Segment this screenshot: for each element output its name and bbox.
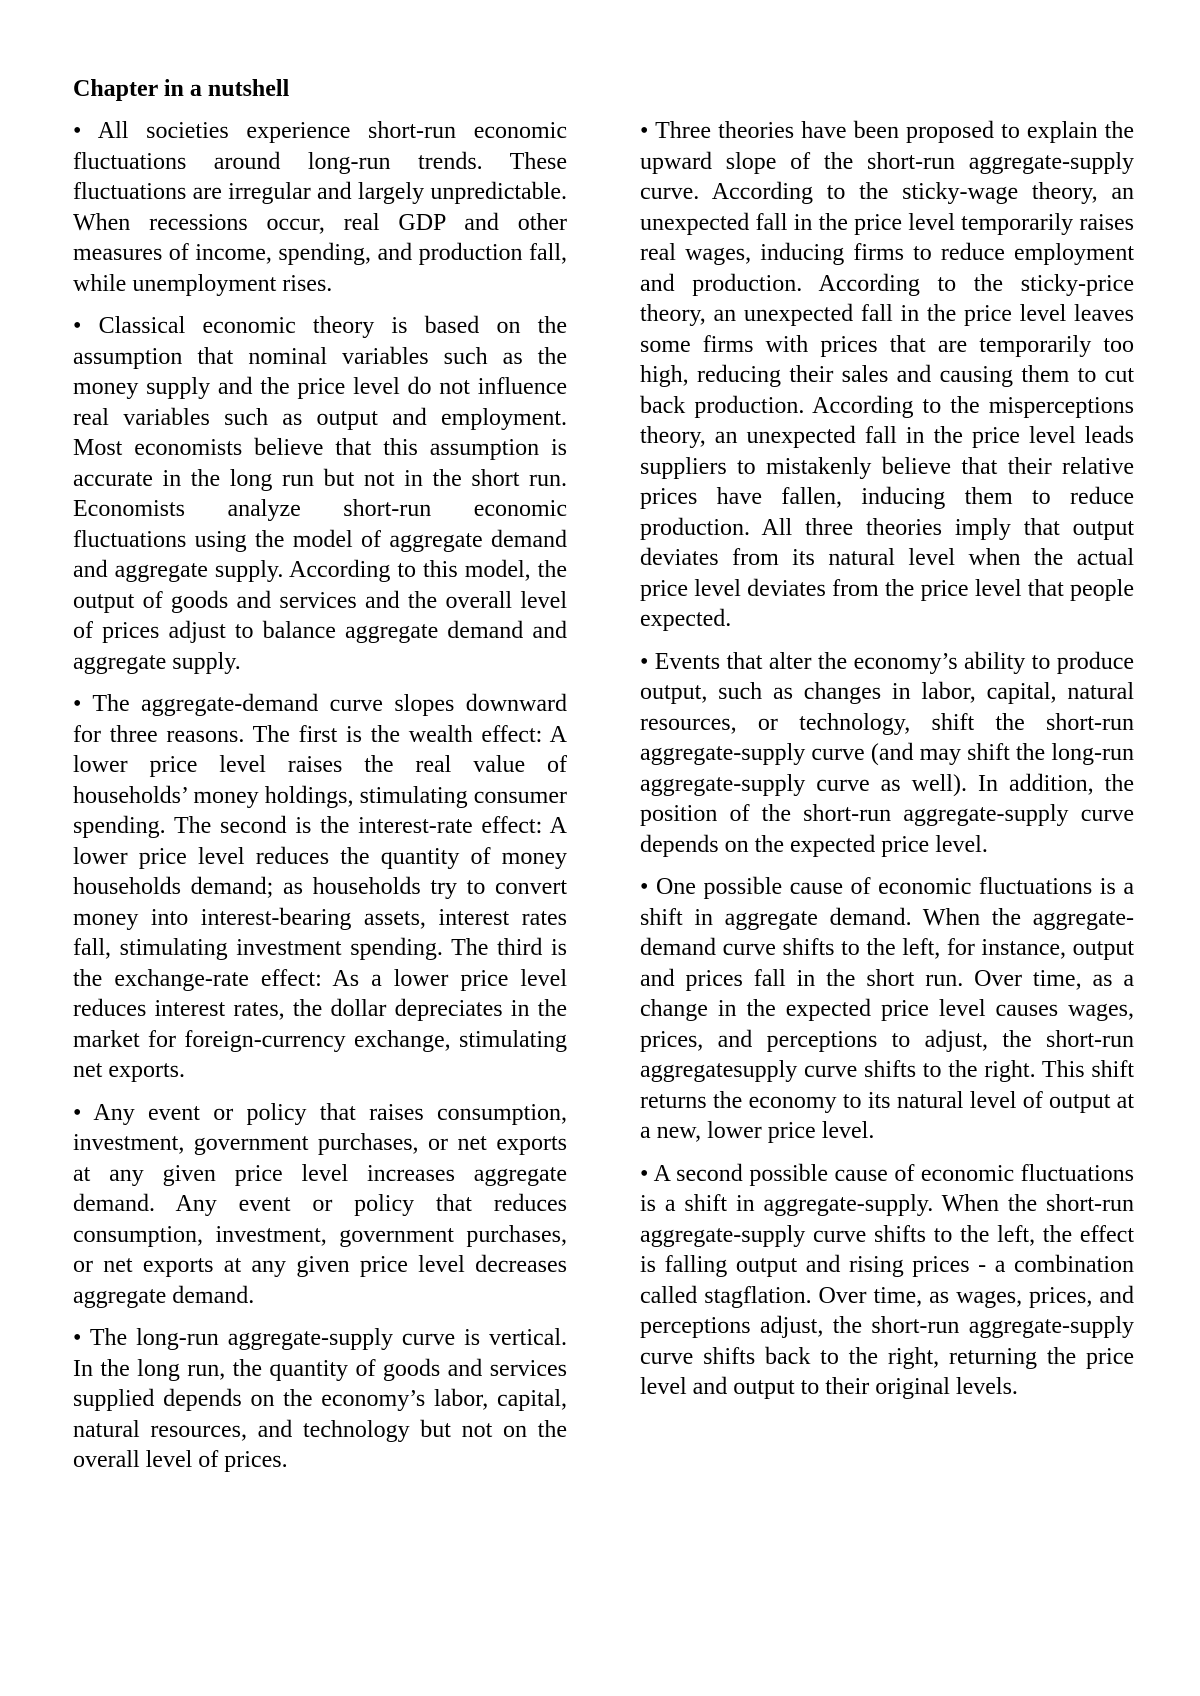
summary-paragraph: • One possible cause of economic fluctuations is a shift in aggregate demand. When the aggregate-demand curve shifts to the left, for instance, output and prices fall in the short run. Over time, as a change in the expected price level causes wages, prices, and perceptions to adjust, the short-run aggregatesupply curve shifts to the right. This shift returns the economy to its natural level of output at a new, lower price level. [640, 874, 1134, 1144]
right-column [640, 116, 1134, 1415]
summary-paragraph: • All societies experience short-run economic fluctuations around long-run trends. These fluctuations are irregular and largely unpredictable. When recessions occur, real GDP and other measures of income, spending, and production fall, while unemployment rises. [73, 118, 567, 297]
left-column [73, 116, 567, 1488]
chapter-heading: Chapter in a nutshell [73, 76, 290, 102]
summary-paragraph: • Events that alter the economy’s ability to produce output, such as changes in labor, capital, natural resources, or technology, shift the short-run aggregate-supply curve (and may shift the long-run aggregate-supply curve as well). In addition, the position of the short-run aggregate-supply curve depends on the expected price level. [640, 648, 1134, 858]
summary-paragraph: • The long-run aggregate-supply curve is vertical. In the long run, the quantity of goods and services supplied depends on the economy’s labor, capital, natural resources, and technology but not on the overall level of prices. [73, 1325, 567, 1473]
summary-paragraph: • Three theories have been proposed to explain the upward slope of the short-run aggregate-supply curve. According to the sticky-wage theory, an unexpected fall in the price level temporarily raises real wages, inducing firms to reduce employment and production. According to the sticky-price theory, an unexpected fall in the price level leaves some firms with prices that are temporarily too high, reducing their sales and causing them to cut back production. According to the misperceptions theory, an unexpected fall in the price level leads suppliers to mistakenly believe that their relative prices have fallen, inducing them to reduce production. All three theories imply that output deviates from its natural level when the actual price level deviates from the price level that people expected. [640, 118, 1134, 632]
summary-paragraph: • Classical economic theory is based on the assumption that nominal variables such as the money supply and the price level do not influence real variables such as output and employment. Most economists believe that this assumption is accurate in the long run but not in the short run. Economists analyze short-run economic fluctuations using the model of aggregate demand and aggregate supply. According to this model, the output of goods and services and the overall level of prices adjust to balance aggregate demand and aggregate supply. [73, 313, 567, 675]
summary-paragraph: • Any event or policy that raises consumption, investment, government purchases, or net exports at any given price level increases aggregate demand. Any event or policy that reduces consumption, investment, government purchases, or net exports at any given price level decreases aggregate demand. [73, 1099, 567, 1309]
summary-paragraph: • The aggregate-demand curve slopes downward for three reasons. The first is the wealth effect: A lower price level raises the real value of households’ money holdings, stimulating consumer spending. The second is the interest-rate effect: A lower price level reduces the quantity of money households demand; as households try to convert money into interest-bearing assets, interest rates fall, stimulating investment spending. The third is the exchange-rate effect: As a lower price level reduces interest rates, the dollar depreciates in the market for foreign-currency exchange, stimulating net exports. [73, 691, 567, 1083]
summary-paragraph: • A second possible cause of economic fluctuations is a shift in aggregate-supply. When the short-run aggregate-supply curve shifts to the left, the effect is falling output and rising prices - a combination called stagflation. Over time, as wages, prices, and perceptions adjust, the short-run aggregate-supply curve shifts back to the right, returning the price level and output to their original levels. [640, 1160, 1134, 1400]
